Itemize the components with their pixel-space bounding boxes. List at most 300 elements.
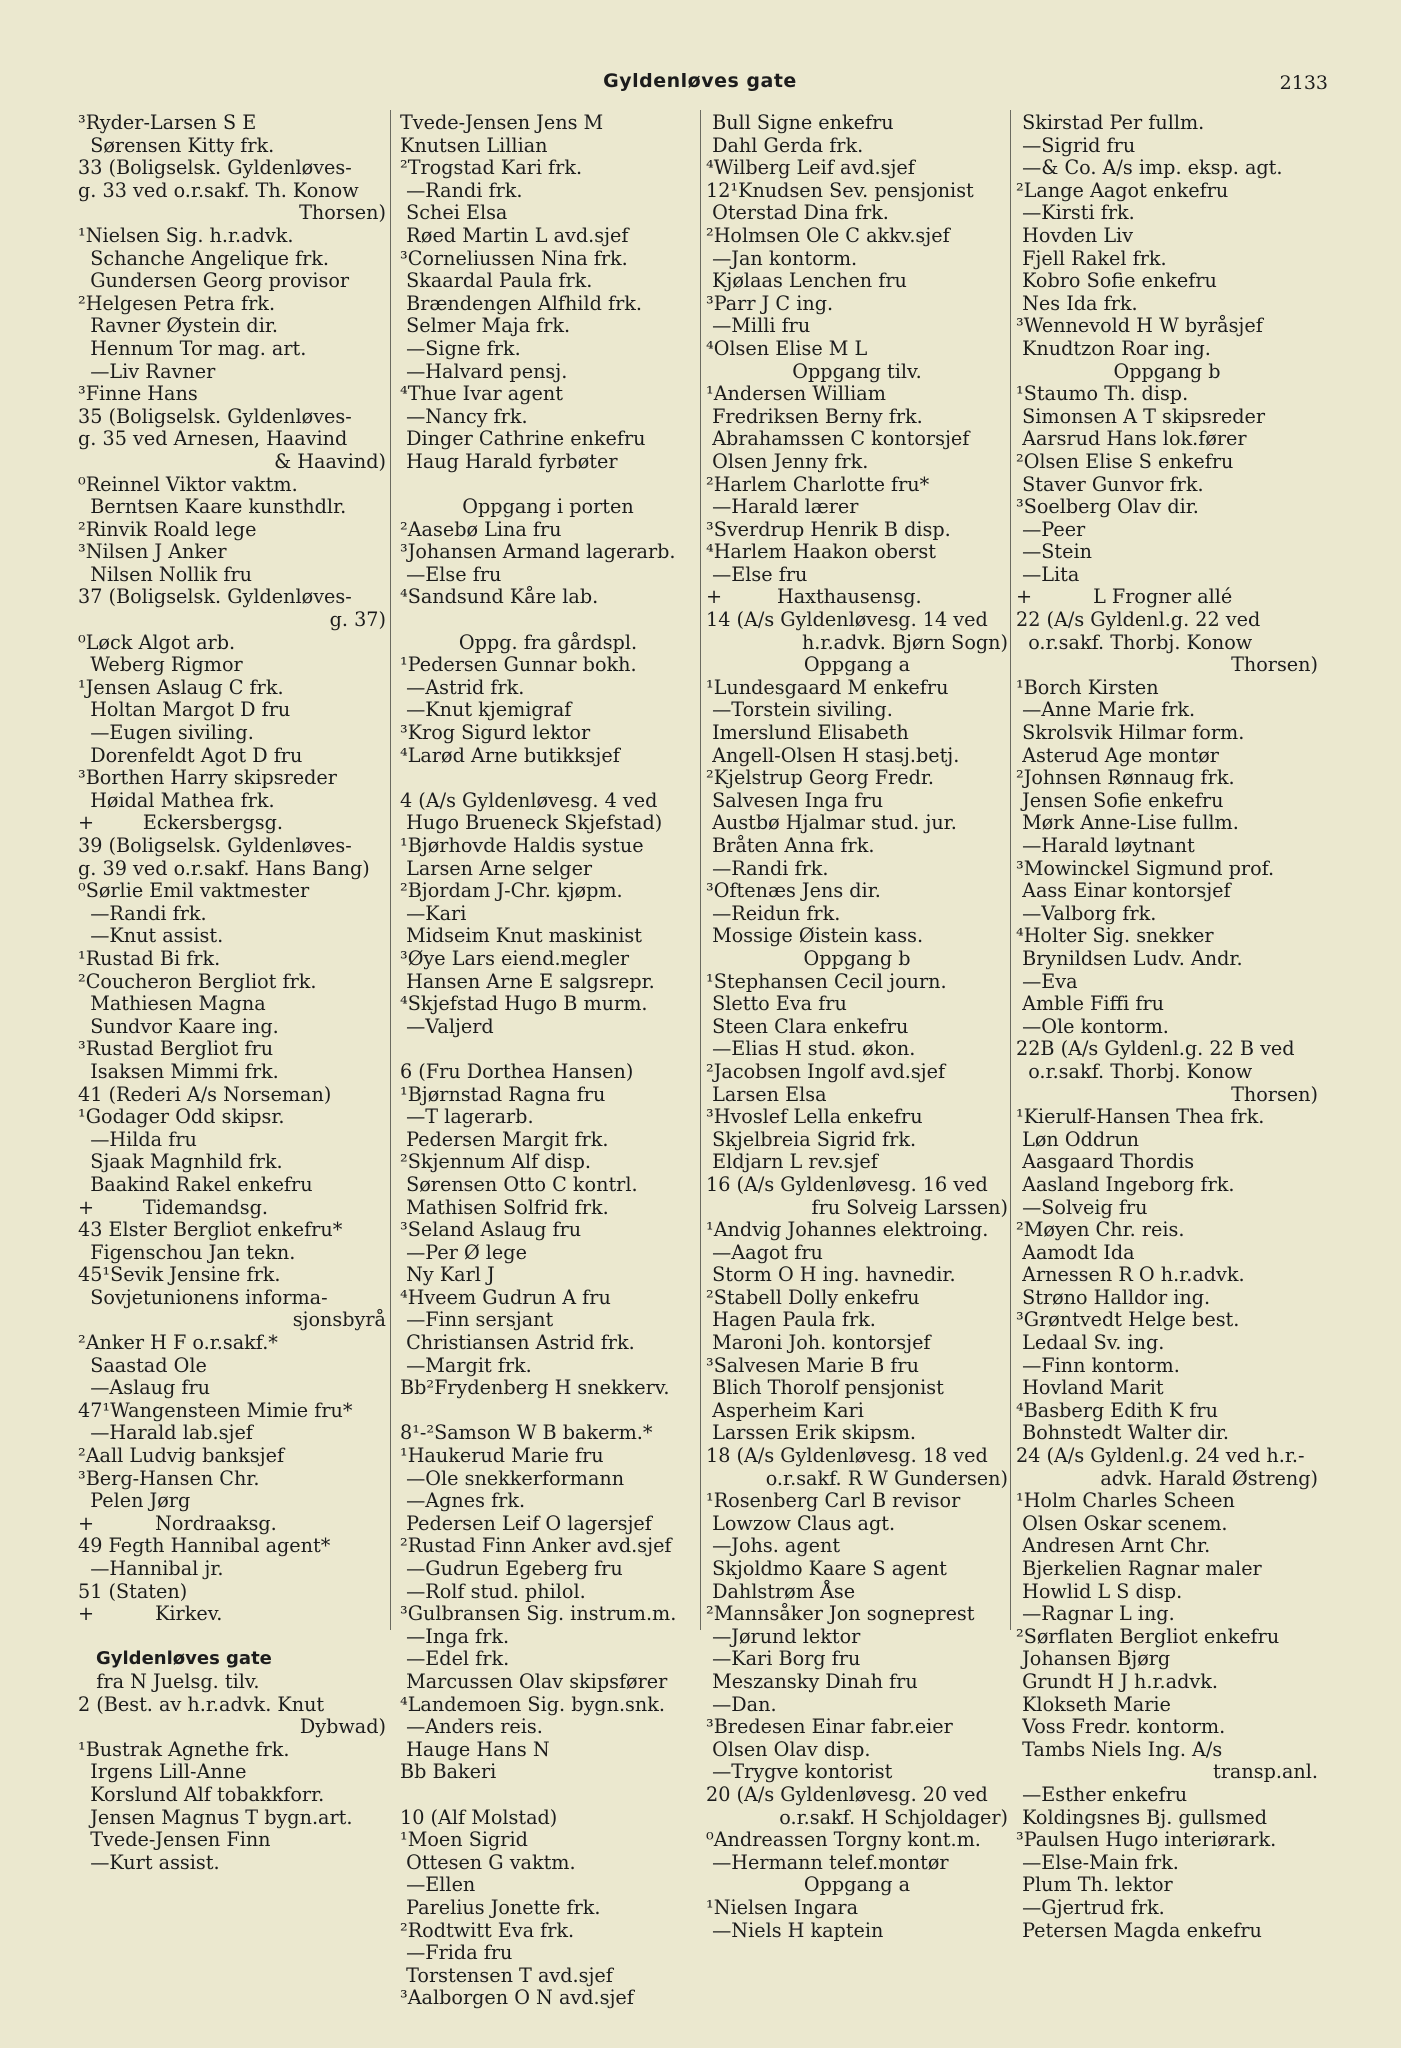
directory-line: Røed Martin L avd.sjef xyxy=(400,223,629,247)
directory-line: ³Hvoslef Lella enkefru xyxy=(706,1105,923,1129)
directory-line: Meszansky Dinah fru xyxy=(706,1669,918,1693)
directory-line: ¹Borch Kirsten xyxy=(1016,675,1159,699)
directory-line: transp.anl. xyxy=(1213,1760,1318,1784)
directory-line: Hansen Arne E salgsrepr. xyxy=(400,969,655,993)
directory-line: Nes Ida frk. xyxy=(1016,291,1138,315)
directory-line: 22 (A/s Gyldenl.g. 22 ved xyxy=(1016,608,1261,632)
directory-line: 4 (A/s Gyldenløvesg. 4 ved xyxy=(400,788,658,812)
directory-line: Aasland Ingeborg frk. xyxy=(1016,1172,1235,1196)
directory-line: Bohnstedt Walter dir. xyxy=(1016,1421,1230,1445)
directory-line: ¹Nielsen Sig. h.r.advk. xyxy=(78,223,294,247)
directory-line: Høidal Mathea frk. xyxy=(78,788,275,812)
directory-line: —Liv Ravner xyxy=(78,359,216,383)
directory-line: —Frida fru xyxy=(400,1941,513,1965)
directory-line: 14 (A/s Gyldenløvesg. 14 ved xyxy=(706,608,988,632)
directory-line: ²Møyen Chr. reis. xyxy=(1016,1218,1185,1242)
directory-line: Parelius Jonette frk. xyxy=(400,1895,601,1919)
directory-line: —Agnes frk. xyxy=(400,1489,526,1513)
directory-line: ³Oftenæs Jens dir. xyxy=(706,879,881,903)
directory-line: Skaardal Paula frk. xyxy=(400,269,593,293)
directory-line xyxy=(400,474,696,497)
directory-line: —Elias H stud. økon. xyxy=(706,1037,916,1061)
directory-line: 37 (Boligselsk. Gyldenløves- xyxy=(78,585,352,609)
directory-line: —Randi frk. xyxy=(706,856,829,880)
directory-line: Thorsen) xyxy=(1231,1082,1318,1106)
directory-line: Dahlstrøm Åse xyxy=(706,1579,856,1603)
directory-line: Fredriksen Berny frk. xyxy=(706,404,923,428)
directory-line: —Finn kontorm. xyxy=(1016,1353,1180,1377)
directory-line: ²Mannsåker Jon sogneprest xyxy=(706,1602,975,1626)
directory-line: & Haavind) xyxy=(274,449,386,473)
directory-line: Pedersen Margit frk. xyxy=(400,1127,609,1151)
directory-line: —Else fru xyxy=(400,562,502,586)
directory-line: Oppg. fra gårdspl. xyxy=(458,630,638,654)
directory-line: Ottesen G vaktm. xyxy=(400,1850,576,1874)
directory-line: Angell-Olsen H stasj.betj. xyxy=(706,743,960,767)
directory-line xyxy=(400,1400,696,1423)
directory-line: Asperheim Kari xyxy=(706,1398,864,1422)
directory-line: —Else-Main frk. xyxy=(1016,1850,1179,1874)
directory-line: Mørk Anne-Lise fullm. xyxy=(1016,811,1239,835)
directory-line: Brændengen Alfhild frk. xyxy=(400,291,642,315)
directory-line: —Valborg frk. xyxy=(1016,901,1157,925)
directory-line: Thorsen) xyxy=(299,201,386,225)
directory-line: Abrahamssen C kontorsjef xyxy=(706,427,970,451)
directory-line: —Dan. xyxy=(706,1692,777,1716)
directory-line: —Gudrun Egeberg fru xyxy=(400,1557,623,1580)
directory-line: —Else fru xyxy=(706,562,808,586)
directory-line: Gundersen Georg provisor xyxy=(78,269,350,293)
directory-line: —Johs. agent xyxy=(706,1534,841,1558)
directory-line: Sovjetunionens informa- xyxy=(78,1285,328,1309)
directory-line: Hauge Hans N xyxy=(400,1737,550,1761)
directory-line: Sørensen Kitty frk. xyxy=(78,133,275,157)
directory-line: Pedersen Leif O lagersjef xyxy=(400,1511,652,1535)
directory-line: ²Johnsen Rønnaug frk. xyxy=(1016,766,1235,790)
directory-line: ¹Haukerud Marie fru xyxy=(400,1444,604,1468)
directory-line: ³Ryder-Larsen S E xyxy=(78,111,257,134)
directory-line: —Trygve kontorist xyxy=(706,1760,893,1784)
directory-line: Arnessen R O h.r.advk. xyxy=(1016,1263,1245,1287)
directory-line: —Kari Borg fru xyxy=(706,1647,861,1671)
directory-line: Austbø Hjalmar stud. jur. xyxy=(706,811,957,835)
directory-line: + Eckersbergsg. xyxy=(78,811,283,835)
directory-line: ²Coucheron Bergliot frk. xyxy=(78,969,317,993)
directory-line: Oppgang i porten xyxy=(462,495,634,519)
directory-line: Skjelbreia Sigrid frk. xyxy=(706,1127,917,1151)
directory-line: Strøno Halldor ing. xyxy=(1016,1285,1211,1309)
directory-line: Figenschou Jan tekn. xyxy=(78,1240,296,1264)
directory-line: —Torstein siviling. xyxy=(706,698,893,722)
directory-line: ⁴Harlem Haakon oberst xyxy=(706,540,936,564)
directory-line: —Kari xyxy=(400,901,467,925)
directory-line: Dahl Gerda frk. xyxy=(706,133,864,157)
directory-line: ²Helgesen Petra frk. xyxy=(78,291,276,315)
directory-line: Koldingsnes Bj. gullsmed xyxy=(1016,1805,1268,1829)
directory-line: —Knut assist. xyxy=(78,924,224,948)
directory-line: Ravner Øystein dir. xyxy=(78,314,279,338)
directory-line: Haug Harald fyrbøter xyxy=(400,449,618,473)
directory-line: Klokseth Marie xyxy=(1016,1692,1171,1716)
directory-line: ⁰Løck Algot arb. xyxy=(78,630,236,654)
directory-line: Pelen Jørg xyxy=(78,1489,191,1513)
directory-line: Andresen Arnt Chr. xyxy=(1016,1534,1211,1558)
directory-line: —Reidun frk. xyxy=(706,901,841,925)
directory-line: —Randi frk. xyxy=(400,178,523,202)
directory-line: Steen Clara enkefru xyxy=(706,1014,909,1038)
directory-line: ³Parr J C ing. xyxy=(706,291,834,315)
directory-line: Sletto Eva fru xyxy=(706,992,847,1016)
directory-line: ³Aalborgen O N avd.sjef xyxy=(400,1986,634,2010)
directory-line: o.r.sakf. R W Gundersen) xyxy=(765,1466,1008,1490)
directory-line: Bull Signe enkefru xyxy=(706,111,894,134)
directory-line: —Knut kjemigraf xyxy=(400,698,572,722)
directory-line: ³Soelberg Olav dir. xyxy=(1016,495,1199,519)
directory-line: 43 Elster Bergliot enkefru* xyxy=(78,1218,343,1242)
directory-line: —Harald løytnant xyxy=(1016,834,1195,857)
directory-line: Christiansen Astrid frk. xyxy=(400,1331,635,1355)
directory-line: Sjaak Magnhild frk. xyxy=(78,1150,283,1174)
directory-line: Hugo Brueneck Skjefstad) xyxy=(400,811,663,835)
directory-line: —Sigrid fru xyxy=(1016,133,1136,157)
directory-line: Ny Karl J xyxy=(400,1263,495,1287)
directory-line: Mossige Øistein kass. xyxy=(706,924,924,948)
directory-line: —Anders reis. xyxy=(400,1715,543,1739)
directory-line: Jensen Magnus T bygn.art. xyxy=(78,1805,353,1829)
directory-line: ¹Nielsen Ingara xyxy=(706,1895,859,1919)
directory-line: ²Trogstad Kari frk. xyxy=(400,156,583,180)
directory-line: ⁴Wilberg Leif avd.sjef xyxy=(706,156,915,180)
directory-line: —Eva xyxy=(1016,969,1078,993)
directory-line: + Nordraaksg. xyxy=(78,1511,277,1535)
directory-line: —Esther enkefru xyxy=(1016,1782,1188,1806)
directory-line: 24 (A/s Gyldenl.g. 24 ved h.r.- xyxy=(1016,1444,1305,1468)
directory-line: —Halvard pensj. xyxy=(400,359,568,383)
directory-line: Mathiesen Magna xyxy=(78,992,266,1016)
directory-line: ²Aasebø Lina fru xyxy=(400,517,562,541)
directory-line: —Hilda fru xyxy=(78,1127,197,1151)
directory-line: ⁰Andreassen Torgny kont.m. xyxy=(706,1828,981,1852)
directory-line: g. 35 ved Arnesen, Haavind xyxy=(78,427,348,451)
directory-line: Knutsen Lillian xyxy=(400,133,548,157)
directory-line: Aamodt Ida xyxy=(1016,1240,1135,1264)
directory-line: —Per Ø lege xyxy=(400,1240,527,1264)
directory-line: Aasgaard Thordis xyxy=(1016,1150,1195,1174)
directory-line: —Harald lærer xyxy=(706,495,859,519)
page-title: Gyldenløves gate xyxy=(603,70,797,92)
directory-line: ³Rustad Bergliot fru xyxy=(78,1037,274,1061)
column-divider xyxy=(1010,110,1011,1630)
column-4 xyxy=(1016,112,1318,1992)
directory-line: Grundt H J h.r.advk. xyxy=(1016,1669,1218,1693)
directory-line: —Hermann telef.montør xyxy=(706,1850,949,1874)
directory-line: Eldjarn L rev.sjef xyxy=(706,1150,878,1174)
directory-line: —Edel frk. xyxy=(400,1647,510,1671)
directory-line: ¹Rosenberg Carl B revisor xyxy=(706,1489,961,1513)
directory-line: Petersen Magda enkefru xyxy=(1016,1918,1262,1942)
directory-line: 16 (A/s Gyldenløvesg. 16 ved xyxy=(706,1172,988,1196)
directory-line: 2 (Best. av h.r.advk. Knut xyxy=(78,1692,325,1716)
directory-line: g. 39 ved o.r.sakf. Hans Bang) xyxy=(78,856,370,880)
directory-line: —Astrid frk. xyxy=(400,675,525,699)
directory-line: ²Rinvik Roald lege xyxy=(78,517,257,541)
directory-line xyxy=(400,1784,696,1807)
directory-line: Hovland Marit xyxy=(1016,1376,1164,1400)
directory-line: + L Frogner allé xyxy=(1016,585,1233,609)
directory-line: Salvesen Inga fru xyxy=(706,788,884,812)
directory-line: —Ellen xyxy=(400,1873,476,1897)
directory-line: Tvede-Jensen Jens M xyxy=(400,111,604,134)
directory-line: Dybwad) xyxy=(299,1715,386,1739)
directory-line: ⁴Olsen Elise M L xyxy=(706,336,868,360)
directory-line: —Rolf stud. philol. xyxy=(400,1579,586,1603)
directory-line: 47¹Wangensteen Mimie fru* xyxy=(78,1398,353,1422)
column-3 xyxy=(706,112,1008,1992)
directory-line: —Ragnar L ing. xyxy=(1016,1602,1175,1626)
directory-line: ²Olsen Elise S enkefru xyxy=(1016,449,1234,473)
directory-line: —Ole snekkerformann xyxy=(400,1466,625,1490)
directory-line: Lowzow Claus agt. xyxy=(706,1511,896,1535)
directory-line: Holtan Margot D fru xyxy=(78,698,291,722)
directory-line: —Jan kontorm. xyxy=(706,246,858,270)
directory-line: ³Gulbransen Sig. instrum.m. xyxy=(400,1602,677,1626)
directory-line: Storm O H ing. havnedir. xyxy=(706,1263,956,1287)
directory-line: + Tidemandsg. xyxy=(78,1195,268,1219)
directory-line: Berntsen Kaare kunsthdlr. xyxy=(78,495,347,519)
directory-line: Oppgang a xyxy=(803,1873,911,1897)
column-2 xyxy=(400,111,696,2010)
directory-line: —& Co. A/s imp. eksp. agt. xyxy=(1016,156,1283,180)
directory-line: Kjølaas Lenchen fru xyxy=(706,269,907,293)
directory-line: Mathisen Solfrid frk. xyxy=(400,1195,609,1219)
directory-line: o.r.sakf. Thorbj. Konow xyxy=(1016,1059,1253,1083)
directory-line: fra N Juelsg. tilv. xyxy=(78,1669,260,1693)
directory-line: ³Berg-Hansen Chr. xyxy=(78,1466,260,1490)
directory-line: —Kurt assist. xyxy=(78,1850,220,1874)
directory-line: Howlid L S disp. xyxy=(1016,1579,1183,1603)
directory-line: —Gjertrud frk. xyxy=(1016,1895,1165,1919)
directory-line: Skjoldmo Kaare S agent xyxy=(706,1557,947,1580)
directory-line: ³Johansen Armand lagerarb. xyxy=(400,540,676,564)
directory-line: ³Nilsen J Anker xyxy=(78,540,227,564)
directory-line: Sørensen Otto C kontrl. xyxy=(400,1172,638,1196)
directory-line: ⁴Skjefstad Hugo B murm. xyxy=(400,992,648,1016)
directory-line: ²Harlem Charlotte fru* xyxy=(706,472,930,496)
directory-line: ¹Pedersen Gunnar bokh. xyxy=(400,653,637,677)
directory-line: ³Wennevold H W byråsjef xyxy=(1016,314,1263,338)
directory-line: ¹Bjørnstad Ragna fru xyxy=(400,1082,606,1106)
directory-line: ²Kjelstrup Georg Fredr. xyxy=(706,766,935,790)
directory-line: g. 37) xyxy=(329,608,386,632)
directory-line: Kobro Sofie enkefru xyxy=(1016,269,1217,293)
directory-line: ¹Rustad Bi frk. xyxy=(78,946,221,970)
directory-line: fru Solveig Larssen) xyxy=(811,1195,1008,1219)
directory-line: ²Anker H F o.r.sakf.* xyxy=(78,1331,278,1355)
directory-line: —Margit frk. xyxy=(400,1353,532,1377)
directory-line: Simonsen A T skipsreder xyxy=(1016,404,1266,428)
directory-line: —Hannibal jr. xyxy=(78,1557,224,1580)
directory-line: Nilsen Nollik fru xyxy=(78,562,253,586)
directory-line: o.r.sakf. Thorbj. Konow xyxy=(1016,630,1253,654)
directory-line: 33 (Boligselsk. Gyldenløves- xyxy=(78,156,352,180)
directory-line: 35 (Boligselsk. Gyldenløves- xyxy=(78,404,352,428)
directory-line: ¹Godager Odd skipsr. xyxy=(78,1105,285,1129)
directory-line: Bb Bakeri xyxy=(400,1760,497,1784)
directory-line: ⁴Larød Arne butikksjef xyxy=(400,743,620,767)
directory-line: ¹Lundesgaard M enkefru xyxy=(706,675,949,699)
directory-line: + Haxthausensg. xyxy=(706,585,922,609)
directory-line: 20 (A/s Gyldenløvesg. 20 ved xyxy=(706,1782,988,1806)
directory-line: —Anne Marie frk. xyxy=(1016,698,1196,722)
directory-line: —Lita xyxy=(1016,562,1080,586)
directory-line: ²Aall Ludvig banksjef xyxy=(78,1444,285,1468)
directory-line: Dinger Cathrine enkefru xyxy=(400,427,646,451)
directory-line: ¹Bjørhovde Haldis systue xyxy=(400,834,644,857)
directory-line: —Peer xyxy=(1016,517,1086,541)
directory-line: Hagen Paula frk. xyxy=(706,1308,876,1332)
directory-line: Larsen Arne selger xyxy=(400,856,593,880)
directory-line: ²Stabell Dolly enkefru xyxy=(706,1285,920,1309)
directory-line: Midseim Knut maskinist xyxy=(400,924,642,948)
directory-line: 22B (A/s Gyldenl.g. 22 B ved xyxy=(1016,1037,1295,1061)
directory-line: ²Skjennum Alf disp. xyxy=(400,1150,591,1174)
directory-line: Staver Gunvor frk. xyxy=(1016,472,1204,496)
directory-line: 8¹-²Samson W B bakerm.* xyxy=(400,1421,653,1445)
directory-line: ⁴Landemoen Sig. bygn.snk. xyxy=(400,1692,665,1716)
directory-line: Johansen Bjørg xyxy=(1016,1647,1171,1671)
directory-line: ¹Andersen William xyxy=(706,382,886,406)
directory-line: Brynildsen Ludv. Andr. xyxy=(1016,946,1243,970)
directory-line: Oppgang tilv. xyxy=(792,359,922,383)
directory-line: ¹Jensen Aslaug C frk. xyxy=(78,675,284,699)
directory-line: Korslund Alf tobakkforr. xyxy=(78,1782,325,1806)
directory-line: ²Rodtwitt Eva frk. xyxy=(400,1918,575,1942)
directory-line: ²Holmsen Ole C akkv.sjef xyxy=(706,223,950,247)
column-divider xyxy=(700,110,701,1630)
directory-line: Oppgang a xyxy=(803,653,911,677)
directory-line: ⁴Hveem Gudrun A fru xyxy=(400,1285,611,1309)
directory-line: Irgens Lill-Anne xyxy=(78,1760,247,1784)
directory-line: 41 (Rederi A/s Norseman) xyxy=(78,1082,332,1106)
directory-line: Aass Einar kontorsjef xyxy=(1016,879,1231,903)
directory-line: ³Krog Sigurd lektor xyxy=(400,721,591,745)
directory-line: ⁴Holter Sig. snekker xyxy=(1016,924,1214,948)
directory-line: —Randi frk. xyxy=(78,901,207,925)
directory-line: ⁴Thue Ivar agent xyxy=(400,382,563,406)
directory-line: ³Øye Lars eiend.megler xyxy=(400,946,630,970)
directory-line: 45¹Sevik Jensine frk. xyxy=(78,1263,281,1287)
directory-line: 51 (Staten) xyxy=(78,1579,188,1603)
directory-line: ³Salvesen Marie B fru xyxy=(706,1353,919,1377)
directory-line: Olsen Jenny frk. xyxy=(706,449,869,473)
directory-line: Ledaal Sv. ing. xyxy=(1016,1331,1165,1355)
directory-line: ³Grøntvedt Helge best. xyxy=(1016,1308,1240,1332)
directory-line: 39 (Boligselsk. Gyldenløves- xyxy=(78,834,352,857)
directory-line: —Finn sersjant xyxy=(400,1308,554,1332)
directory-line: —Nancy frk. xyxy=(400,404,528,428)
directory-line: Hennum Tor mag. art. xyxy=(78,336,307,360)
directory-line xyxy=(400,767,696,790)
directory-line: ¹Bustrak Agnethe frk. xyxy=(78,1737,290,1761)
directory-line: Dorenfeldt Agot D fru xyxy=(78,743,303,767)
directory-line: —Valjerd xyxy=(400,1014,494,1038)
directory-line: —Stein xyxy=(1016,540,1092,564)
directory-line: Voss Fredr. kontorm. xyxy=(1016,1715,1226,1739)
directory-line: —Solveig fru xyxy=(1016,1195,1148,1219)
directory-line xyxy=(400,609,696,632)
directory-line: ¹Holm Charles Scheen xyxy=(1016,1489,1235,1513)
directory-line: 10 (Alf Molstad) xyxy=(400,1805,558,1829)
directory-line: —Harald lab.sjef xyxy=(78,1421,253,1445)
directory-line: ¹Staumo Th. disp. xyxy=(1016,382,1189,406)
directory-line: Aarsrud Hans lok.fører xyxy=(1016,427,1247,451)
directory-line: Løn Oddrun xyxy=(1016,1127,1140,1151)
section-heading: Gyldenløves gate xyxy=(96,1648,272,1670)
directory-line: —Inga frk. xyxy=(400,1624,510,1648)
directory-line: —Aagot fru xyxy=(706,1240,823,1264)
directory-line: ⁰Sørlie Emil vaktmester xyxy=(78,879,310,903)
directory-line: ²Bjordam J-Chr. kjøpm. xyxy=(400,879,623,903)
directory-line: Torstensen T avd.sjef xyxy=(400,1963,613,1987)
directory-line: ³Bredesen Einar fabr.eier xyxy=(706,1715,953,1739)
directory-line: Saastad Ole xyxy=(78,1353,207,1377)
directory-line: —T lagerarb. xyxy=(400,1105,534,1129)
directory-line: Fjell Rakel frk. xyxy=(1016,246,1167,270)
directory-line: Plum Th. lektor xyxy=(1016,1873,1173,1897)
directory-line: ⁴Basberg Edith K fru xyxy=(1016,1398,1218,1422)
directory-line: ³Finne Hans xyxy=(78,382,198,406)
directory-line: —Kirsti frk. xyxy=(1016,201,1135,225)
directory-line: Asterud Age montør xyxy=(1016,743,1219,767)
directory-line: Selmer Maja frk. xyxy=(400,314,571,338)
directory-line: Bb²Frydenberg H snekkerv. xyxy=(400,1376,670,1400)
directory-line: Skirstad Per fullm. xyxy=(1016,111,1205,134)
directory-line: ⁰Reinnel Viktor vaktm. xyxy=(78,472,298,496)
directory-line: Imerslund Elisabeth xyxy=(706,721,909,745)
directory-line: Isaksen Mimmi frk. xyxy=(78,1059,279,1083)
directory-line xyxy=(78,1626,386,1649)
column-divider xyxy=(390,110,391,1630)
directory-line: ³Borthen Harry skipsreder xyxy=(78,766,337,790)
directory-line: ¹Moen Sigrid xyxy=(400,1828,528,1852)
directory-line: Bråten Anna frk. xyxy=(706,834,875,857)
directory-line: h.r.advk. Bjørn Sogn) xyxy=(801,630,1008,654)
directory-line: Knudtzon Roar ing. xyxy=(1016,336,1211,360)
directory-line: advk. Harald Østreng) xyxy=(1100,1466,1318,1490)
directory-line: Larssen Erik skipsm. xyxy=(706,1421,917,1445)
directory-line: ³Seland Aslaug fru xyxy=(400,1218,582,1242)
directory-line: —Signe frk. xyxy=(400,336,521,360)
directory-line: Tambs Niels Ing. A/s xyxy=(1016,1737,1223,1761)
directory-line: ³Sverdrup Henrik B disp. xyxy=(706,517,951,541)
directory-line: —Eugen siviling. xyxy=(78,721,254,745)
directory-line: Oterstad Dina frk. xyxy=(706,201,889,225)
page-number: 2133 xyxy=(1279,72,1328,94)
directory-line: Sundvor Kaare ing. xyxy=(78,1014,279,1038)
directory-line: Schanche Angelique frk. xyxy=(78,246,330,270)
directory-line: Thorsen) xyxy=(1231,653,1318,677)
directory-line: Bjerkelien Ragnar maler xyxy=(1016,1557,1262,1580)
directory-line: ²Rustad Finn Anker avd.sjef xyxy=(400,1534,672,1558)
directory-line: Oppgang b xyxy=(1113,359,1221,383)
directory-line: ³Mowinckel Sigmund prof. xyxy=(1016,856,1275,880)
directory-line: Weberg Rigmor xyxy=(78,653,243,677)
directory-line: ²Lange Aagot enkefru xyxy=(1016,178,1229,202)
directory-line: 49 Fegth Hannibal agent* xyxy=(78,1534,331,1558)
directory-line xyxy=(400,1038,696,1061)
directory-line: ¹Kierulf-Hansen Thea frk. xyxy=(1016,1105,1265,1129)
directory-line: Blich Thorolf pensjonist xyxy=(706,1376,944,1400)
